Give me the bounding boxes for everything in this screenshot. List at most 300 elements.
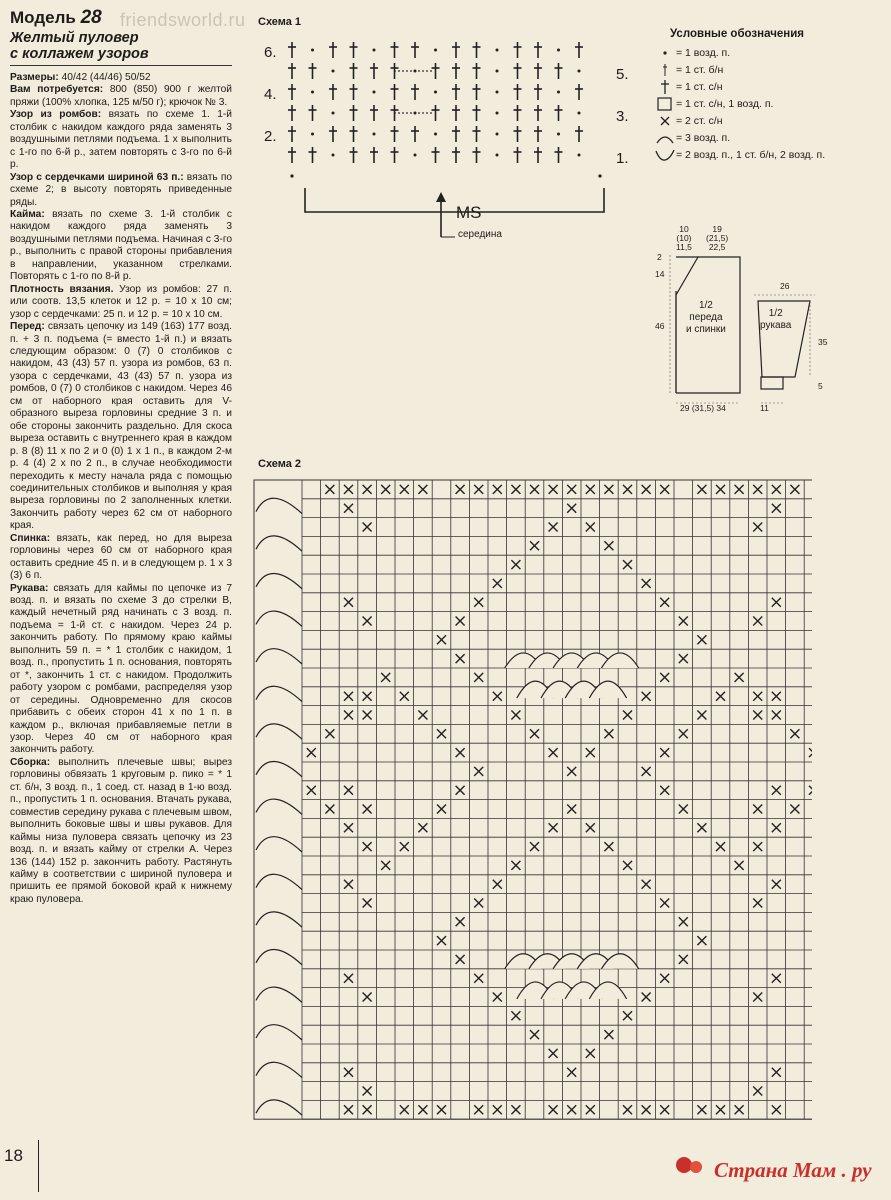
x-mark: [604, 1030, 613, 1039]
para-rhomb-pattern: Узор из ромбов: вязать по схеме 1. 1-й столбик с накидом каждого ряда заменять 3 воздушными петлями подъема. 1 х выполнить с 1-го по 6-й р., затем повторять с 3-го по 6-й р.: [10, 109, 232, 171]
fan-arc: [589, 681, 626, 698]
title-line-2: с коллажем узоров: [10, 46, 149, 62]
double-crochet-mark: [391, 42, 399, 58]
double-crochet-mark: [288, 126, 296, 142]
x-mark: [586, 1049, 595, 1058]
footer-divider: [38, 1140, 39, 1192]
x-mark: [567, 805, 576, 814]
double-crochet-mark: [534, 63, 542, 79]
para-hearts-pattern: Узор с сердечками шириной 63 п.: вязать по схеме 2; в высоту повторять приведенные ряды.: [10, 171, 232, 208]
x-mark: [697, 485, 706, 494]
double-crochet-mark: [350, 147, 358, 163]
double-crochet-mark: [288, 63, 296, 79]
page-number: 18: [4, 1146, 23, 1165]
x-mark: [530, 842, 539, 851]
x-mark: [511, 1105, 520, 1114]
double-crochet-mark: [370, 63, 378, 79]
x-mark: [642, 767, 651, 776]
x-mark: [363, 692, 372, 701]
double-crochet-mark: [514, 63, 522, 79]
double-crochet-mark: [514, 105, 522, 121]
edge-arc-left: [256, 649, 302, 664]
x-mark: [790, 729, 799, 738]
double-crochet-mark: [288, 42, 296, 58]
x-mark: [456, 654, 465, 663]
x-mark: [586, 1105, 595, 1114]
double-crochet-mark: [473, 105, 481, 121]
chain-dot: [418, 112, 420, 114]
x-mark: [772, 692, 781, 701]
para-sizes: Размеры: 40/42 (44/46) 50/52: [10, 72, 151, 83]
x-mark: [660, 485, 669, 494]
x-mark: [660, 974, 669, 983]
legend-title: Условные обозначения: [670, 28, 805, 40]
double-crochet-mark: [391, 147, 399, 163]
instructions-text: [10, 72, 232, 906]
x-mark: [474, 598, 483, 607]
x-mark: [474, 485, 483, 494]
para-sleeves: Рукава: связать для каймы по цепочке из 7 возд. п. и вязать по схеме 3 до стрелки В, каждый нечетный ряд начинать с 3 возд. п. подъема = 1-й ст. с накидом. Через 24 р. закончить работу. По прямому краю каймы выполнить 59 п. = * 1 столбик с накидом, 1 возд. п., пропустить 1 п. основания, повторять от *, закончить 1 ст. с накидом. Продолжить работу узором с ромбами, распределяя узор от середины. Одновременно для скосов прибавить с обеих сторон 41 х по 1 п. в каждом р., включая прибавляемые петли в узор. Через 40 см от наборного края закончить работу.: [10, 582, 232, 756]
edge-arc-left: [256, 611, 302, 626]
double-crochet-mark: [555, 147, 563, 163]
arc-icon: [654, 130, 676, 146]
x-mark: [623, 711, 632, 720]
x-mark: [381, 861, 390, 870]
double-crochet-mark: [555, 63, 563, 79]
x-mark: [344, 711, 353, 720]
chain-stitch-mark: [578, 112, 581, 115]
double-crochet-mark: [288, 105, 296, 121]
double-crochet-mark: [288, 84, 296, 100]
x-mark: [679, 654, 688, 663]
double-crochet-mark: [534, 84, 542, 100]
dim-sleeve-cuff: 5: [818, 381, 823, 391]
dim-sleeve-bottom: 11: [760, 403, 769, 413]
chain-stitch-mark: [598, 174, 601, 177]
dim-b: 19 (21,5) 22,5: [706, 224, 729, 252]
edge-arc-left: [256, 1100, 302, 1115]
double-crochet-mark: [411, 84, 419, 100]
x-mark: [363, 993, 372, 1002]
chain-stitch-mark: [332, 112, 335, 115]
double-crochet-mark: [452, 63, 460, 79]
chain-dot: [402, 112, 404, 114]
x-mark: [772, 786, 781, 795]
para-back: Спинка: вязать, как перед, но для выреза горловины через 60 см от наборного края оставить средние 45 п. и в следующем р. 1 х 3 (3) 6 п.: [10, 532, 232, 582]
scheme1-center-caption: середина: [458, 229, 502, 240]
legend-item: [654, 112, 879, 129]
x-mark: [530, 541, 539, 550]
x-mark: [549, 748, 558, 757]
x-mark: [697, 1105, 706, 1114]
x-mark: [307, 748, 316, 757]
x-mark: [363, 842, 372, 851]
chain-stitch-mark: [311, 49, 314, 52]
x-mark: [772, 711, 781, 720]
x-mark: [586, 485, 595, 494]
double-crochet-mark: [370, 147, 378, 163]
chain-stitch-mark: [496, 133, 499, 136]
x-mark: [772, 1068, 781, 1077]
edge-arc-left: [256, 686, 302, 701]
x-mark: [623, 560, 632, 569]
x-mark: [567, 1105, 576, 1114]
x-mark: [363, 711, 372, 720]
center-arrow-head: [436, 192, 446, 202]
x-mark: [772, 974, 781, 983]
x-mark: [549, 485, 558, 494]
chain-dot: [406, 70, 408, 72]
chain-dot: [410, 112, 412, 114]
x-mark: [456, 955, 465, 964]
x-mark: [344, 598, 353, 607]
scheme1-row-5: 5.: [616, 66, 629, 83]
x-mark: [325, 805, 334, 814]
scheme1-center-label: MS: [456, 203, 482, 222]
double-crochet-mark: [534, 147, 542, 163]
scheme1-row-4: 4.: [264, 86, 277, 103]
legend: [654, 28, 879, 163]
legend-item-label: = 2 ст. с/н: [676, 114, 723, 127]
double-crochet-mark: [555, 105, 563, 121]
edge-arc-left: [256, 987, 302, 1002]
x-mark: [400, 692, 409, 701]
x-mark: [418, 711, 427, 720]
sleeve-label: 1/2 рукава: [760, 308, 792, 331]
x-mark: [437, 635, 446, 644]
double-crochet-mark: [350, 42, 358, 58]
double-crochet-mark: [432, 147, 440, 163]
x-mark: [735, 485, 744, 494]
x-mark: [790, 485, 799, 494]
x-mark: [753, 1087, 762, 1096]
x-mark: [772, 485, 781, 494]
brand-watermark: Страна Мам . ру: [714, 1158, 872, 1182]
x-mark: [753, 711, 762, 720]
x-mark: [679, 805, 688, 814]
edge-arc-left: [256, 1062, 302, 1077]
x-mark: [456, 786, 465, 795]
chain-stitch-mark: [332, 70, 335, 73]
x-mark: [753, 485, 762, 494]
x-mark: [493, 485, 502, 494]
x-mark: [456, 917, 465, 926]
sleeve-cuff: [761, 377, 783, 389]
edge-arc-left: [256, 573, 302, 588]
chain-dot: [422, 112, 424, 114]
x-mark: [586, 748, 595, 757]
x-mark: [381, 485, 390, 494]
chain-stitch-mark: [290, 174, 293, 177]
double-crochet-mark: [329, 126, 337, 142]
x-mark: [474, 899, 483, 908]
x-mark: [400, 842, 409, 851]
chain-stitch-mark: [434, 133, 437, 136]
legend-item: [654, 61, 879, 78]
x-mark: [344, 823, 353, 832]
double-crochet-mark: [575, 84, 583, 100]
double-crochet-mark: [452, 84, 460, 100]
x-mark: [809, 786, 812, 795]
watermark: friendsworld.ru: [120, 10, 246, 30]
x-mark: [344, 786, 353, 795]
x-mark: [716, 692, 725, 701]
x-mark: [511, 861, 520, 870]
model-number: 28: [80, 7, 102, 28]
x-mark: [604, 485, 613, 494]
double-crochet-mark: [288, 147, 296, 163]
x-mark: [437, 1105, 446, 1114]
x-mark: [511, 560, 520, 569]
body-label: 1/2 переда и спинки: [686, 300, 726, 335]
x-mark: [381, 673, 390, 682]
x-mark: [716, 1105, 725, 1114]
x-mark: [456, 748, 465, 757]
repeat-bracket: [305, 188, 604, 212]
x-mark: [697, 711, 706, 720]
legend-item-label: = 3 возд. п.: [676, 131, 731, 144]
x-mark: [716, 842, 725, 851]
brand-logo-icon: [670, 1150, 710, 1180]
chain-stitch-mark: [332, 154, 335, 157]
x-mark: [344, 1105, 353, 1114]
chain-stitch-mark: [496, 112, 499, 115]
legend-item-label: = 2 возд. п., 1 ст. б/н, 2 возд. п.: [676, 148, 826, 161]
x-mark: [716, 485, 725, 494]
x-mark: [772, 598, 781, 607]
legend-item: [654, 95, 879, 112]
chain-dot: [398, 70, 400, 72]
chain-stitch-mark: [373, 91, 376, 94]
chain-dot: [430, 70, 432, 72]
chain-dot: [402, 70, 404, 72]
x-mark: [772, 1105, 781, 1114]
x-mark: [753, 692, 762, 701]
double-crochet-mark: [432, 63, 440, 79]
chain-dot: [426, 70, 428, 72]
x-mark: [735, 861, 744, 870]
edge-arc-left: [256, 761, 302, 776]
x-mark: [642, 485, 651, 494]
chain-stitch-mark: [578, 70, 581, 73]
chain-dot: [426, 112, 428, 114]
x-mark: [604, 842, 613, 851]
scheme1-chart: [250, 30, 610, 240]
x-mark: [437, 805, 446, 814]
x-mark: [660, 673, 669, 682]
fan-arc: [601, 954, 638, 969]
x-mark: [437, 729, 446, 738]
double-crochet-mark: [309, 105, 317, 121]
dim-sleeve-height: 35: [818, 337, 828, 347]
edge-arc-left: [256, 498, 302, 513]
double-crochet-mark: [329, 84, 337, 100]
x-mark: [474, 673, 483, 682]
legend-item-label: = 1 ст. с/н, 1 возд. п.: [676, 97, 774, 110]
x-mark: [679, 955, 688, 964]
x-mark: [530, 1030, 539, 1039]
chain-dot: [406, 112, 408, 114]
x-mark: [772, 504, 781, 513]
model-label: Модель: [10, 8, 76, 27]
chain-stitch-mark: [434, 49, 437, 52]
x-mark: [660, 748, 669, 757]
x-mark: [679, 729, 688, 738]
chain-dot: [398, 112, 400, 114]
legend-item: [654, 44, 879, 61]
double-crochet-mark: [309, 147, 317, 163]
x-mark: [511, 485, 520, 494]
x-mark: [735, 1105, 744, 1114]
chain-dot: [418, 70, 420, 72]
double-crochet-mark: [350, 105, 358, 121]
chain-stitch-mark: [496, 49, 499, 52]
x-mark: [493, 692, 502, 701]
edge-arc-left: [256, 837, 302, 852]
square-icon: [654, 96, 676, 112]
chain-dot: [410, 70, 412, 72]
x-mark: [660, 786, 669, 795]
double-crochet-mark: [452, 126, 460, 142]
title-line-1: Желтый пуловер: [10, 30, 139, 46]
x-mark: [344, 1068, 353, 1077]
x-mark: [623, 1105, 632, 1114]
x-mark: [660, 899, 669, 908]
chain-stitch-mark: [496, 154, 499, 157]
chain-stitch-mark: [557, 49, 560, 52]
double-crochet-mark: [432, 105, 440, 121]
x-mark: [344, 504, 353, 513]
x-mark: [753, 842, 762, 851]
small-cross-icon: [654, 62, 676, 78]
double-crochet-mark: [473, 147, 481, 163]
x-mark: [567, 485, 576, 494]
x-mark: [344, 880, 353, 889]
x-mark: [549, 523, 558, 532]
chain-stitch-mark: [496, 91, 499, 94]
x-mark: [753, 805, 762, 814]
x-mark: [474, 974, 483, 983]
x-mark: [363, 1087, 372, 1096]
scheme1-row-3: 3.: [616, 108, 629, 125]
double-crochet-mark: [473, 63, 481, 79]
x-mark: [697, 823, 706, 832]
double-crochet-mark: [452, 105, 460, 121]
x-mark: [586, 523, 595, 532]
double-crochet-mark: [411, 42, 419, 58]
x-mark: [567, 767, 576, 776]
chain-stitch-mark: [578, 154, 581, 157]
edge-arc-left: [256, 1025, 302, 1040]
para-materials: Вам потребуется: 800 (850) 900 г желтой пряжи (100% хлопка, 125 м/50 г); крючок № 3.: [10, 84, 232, 108]
double-crochet-mark: [350, 126, 358, 142]
scheme1-row-6: 6.: [264, 44, 277, 61]
x-icon: [654, 113, 676, 129]
x-mark: [753, 993, 762, 1002]
x-mark: [604, 541, 613, 550]
legend-item-label: = 1 ст. б/н: [676, 63, 724, 76]
x-mark: [511, 1011, 520, 1020]
x-mark: [549, 1049, 558, 1058]
x-mark: [642, 880, 651, 889]
scheme2-chart: [252, 476, 812, 1121]
double-crochet-mark: [391, 126, 399, 142]
chain-stitch-mark: [373, 133, 376, 136]
double-crochet-mark: [534, 42, 542, 58]
x-mark: [660, 1105, 669, 1114]
x-mark: [772, 880, 781, 889]
x-mark: [642, 579, 651, 588]
para-assembly: Сборка: выполнить плечевые швы; вырез горловины обвязать 1 круговым р. пико = * 1 ст. б/н, 3 возд. п., 1 соед. ст. назад в 1-ю возд. п., пропустить 1 п. основания. Втачать рукава, совместив середину рукава с плечевым швом, выполнить боковые швы и швы рукавов. Для каймы низа пуловера связать цепочку из 23 возд. п. и вязать кайму от стрелки А. Через 136 (144) 152 р. закончить работу. Растянуть кайму в соответствии с шириной пуловера и пришить ее прямой боковой край к нижнему краю пуловера.: [10, 756, 232, 905]
x-mark: [623, 1011, 632, 1020]
edge-arc-left: [256, 949, 302, 964]
double-crochet-mark: [514, 147, 522, 163]
scheme1-row-2: 2.: [264, 128, 277, 145]
x-mark: [344, 485, 353, 494]
fan-arc: [589, 982, 626, 999]
double-crochet-mark: [350, 63, 358, 79]
double-crochet-mark: [514, 126, 522, 142]
x-mark: [679, 617, 688, 626]
fan-arc: [601, 653, 638, 668]
x-mark: [642, 1105, 651, 1114]
x-mark: [753, 899, 762, 908]
x-mark: [400, 1105, 409, 1114]
chain-stitch-mark: [557, 133, 560, 136]
legend-item: [654, 146, 879, 163]
x-mark: [697, 635, 706, 644]
chain-stitch-mark: [496, 70, 499, 73]
double-crochet-mark: [411, 126, 419, 142]
x-mark: [363, 899, 372, 908]
x-mark: [809, 748, 812, 757]
x-mark: [418, 823, 427, 832]
scheme1-row-1: 1.: [616, 150, 629, 167]
v-arc-icon: [654, 147, 676, 163]
chain-stitch-mark: [373, 49, 376, 52]
x-mark: [753, 523, 762, 532]
double-crochet-mark: [575, 42, 583, 58]
dim-46: 46: [655, 321, 665, 331]
x-mark: [493, 579, 502, 588]
legend-item: [654, 78, 879, 95]
dot-icon: [654, 45, 676, 61]
dim-14: 14: [655, 269, 665, 279]
x-mark: [642, 993, 651, 1002]
x-mark: [567, 504, 576, 513]
x-mark: [400, 485, 409, 494]
chain-dot: [422, 70, 424, 72]
edge-arc-left: [256, 912, 302, 927]
pattern-title: [10, 30, 232, 66]
double-crochet-mark: [514, 84, 522, 100]
edge-arc-left: [256, 536, 302, 551]
para-edge: Кайма: вязать по схеме 3. 1-й столбик с накидом каждого ряда заменять 3 воздушными петлями подъема. Начиная с 3-го р., выполнить с правой стороны прибавления в направлении, указанном стрелками. Повторять с 1-го по 8-й р.: [10, 208, 232, 283]
legend-item-label: = 1 возд. п.: [676, 46, 731, 59]
x-mark: [418, 485, 427, 494]
double-crochet-mark: [350, 84, 358, 100]
chain-dot: [430, 112, 432, 114]
instructions-column: [10, 8, 232, 906]
x-mark: [679, 917, 688, 926]
x-mark: [790, 805, 799, 814]
double-crochet-mark: [370, 105, 378, 121]
x-mark: [474, 767, 483, 776]
x-mark: [623, 861, 632, 870]
x-mark: [493, 1105, 502, 1114]
x-mark: [772, 823, 781, 832]
x-mark: [344, 692, 353, 701]
